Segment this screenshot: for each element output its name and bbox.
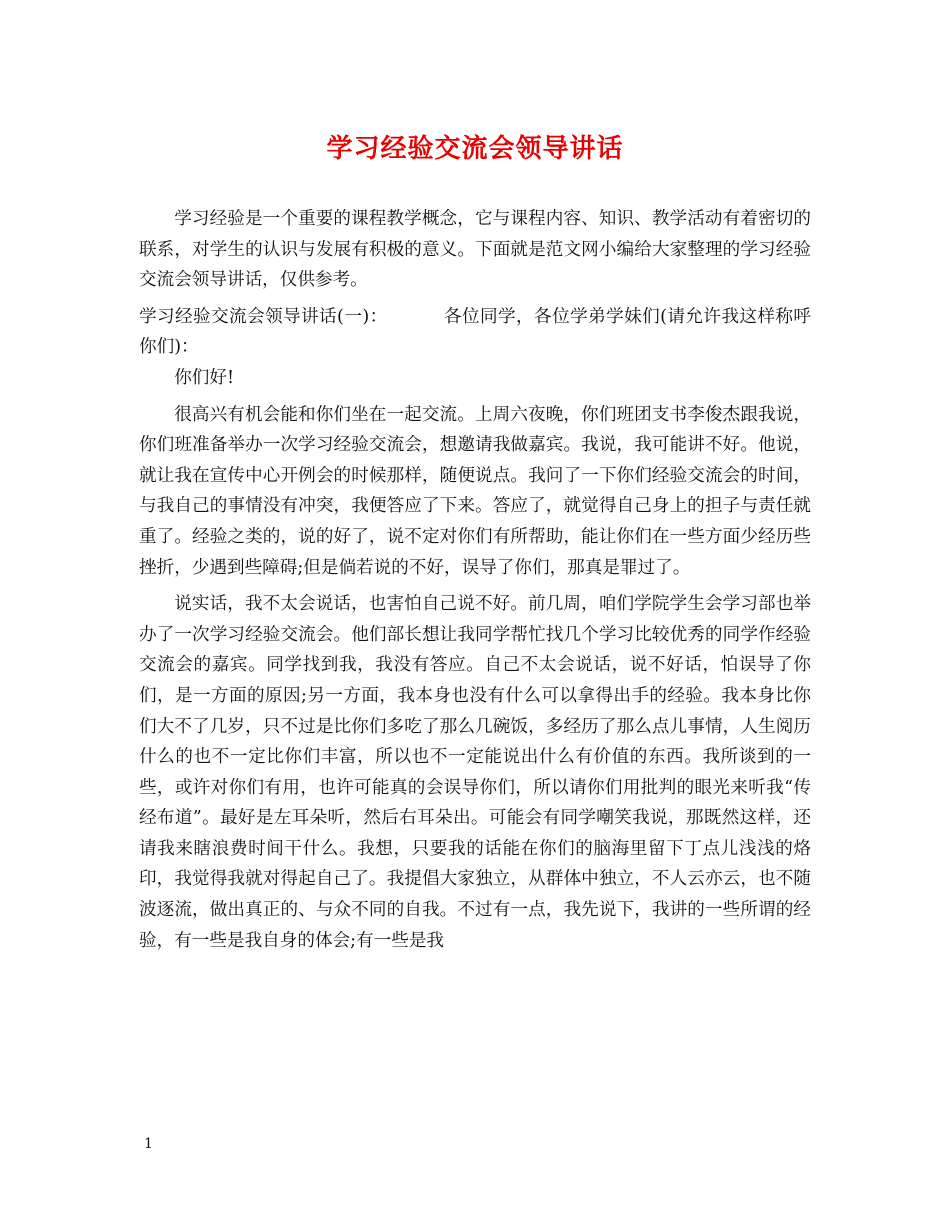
speech-heading: 学习经验交流会领导讲话(一)： bbox=[139, 306, 388, 327]
page-number: 1 bbox=[144, 1136, 153, 1152]
greeting: 你们好! bbox=[174, 367, 235, 388]
body-paragraph-2: 说实话，我不太会说话，也害怕自己说不好。前几周，咱们学院学生会学习部也举办了一次学习经验交流会。他们部长想让我同学帮忙找几个学习比较优秀的同学作经验交流会的嘉宾。同学找到我，我没有答应。自己不太会说话，说不好话，怕误导了你们，是一方面的原因;另一方面，我本身也没有什么可以拿得出手的经验。我本身比你们大不了几岁，只不过是比你们多吃了那么几碗饭，多经历了那么点儿事情，人生阅历什么的也不一定比你们丰富，所以也不一定能说出什么有价值的东西。我所谈到的一些，或许对你们有用，也许可能真的会误导你们，所以请你们用批判的眼光来听我“传经布道”。最好是左耳朵听，然后右耳朵出。可能会有同学嘲笑我说，那既然这样，还请我来瞎浪费时间干什么。我想，只要我的话能在你们的脑海里留下丁点儿浅浅的烙印，我觉得我就对得起自己了。我提倡大家独立，从群体中独立，不人云亦云，也不随波逐流，做出真正的、与众不同的自我。不过有一点，我先说下，我讲的一些所谓的经验，有一些是我自身的体会;有一些是我 bbox=[139, 594, 811, 951]
speech-opening bbox=[139, 302, 811, 363]
document-body bbox=[139, 204, 811, 956]
document-title: 学习经验交流会领导讲话 bbox=[326, 134, 624, 164]
salutation: 各位同学，各位学弟学妹们(请允许我这样称呼你们)： bbox=[139, 306, 811, 358]
body-paragraph-1: 很高兴有机会能和你们坐在一起交流。上周六夜晚，你们班团支书李俊杰跟我说，你们班准备举办一次学习经验交流会，想邀请我做嘉宾。我说，我可能讲不好。他说，就让我在宣传中心开例会的时候那样，随便说点。我问了一下你们经验交流会的时间，与我自己的事情没有冲突，我便答应了下来。答应了，就觉得自己身上的担子与责任就重了。经验之类的，说的好了，说不定对你们有所帮助，能让你们在一些方面少经历些挫折，少遇到些障碍;但是倘若说的不好，误导了你们，那真是罪过了。 bbox=[139, 404, 811, 578]
intro-paragraph: 学习经验是一个重要的课程教学概念，它与课程内容、知识、教学活动有着密切的联系，对学生的认识与发展有积极的意义。下面就是范文网小编给大家整理的学习经验交流会领导讲话，仅供参考。 bbox=[139, 209, 811, 291]
